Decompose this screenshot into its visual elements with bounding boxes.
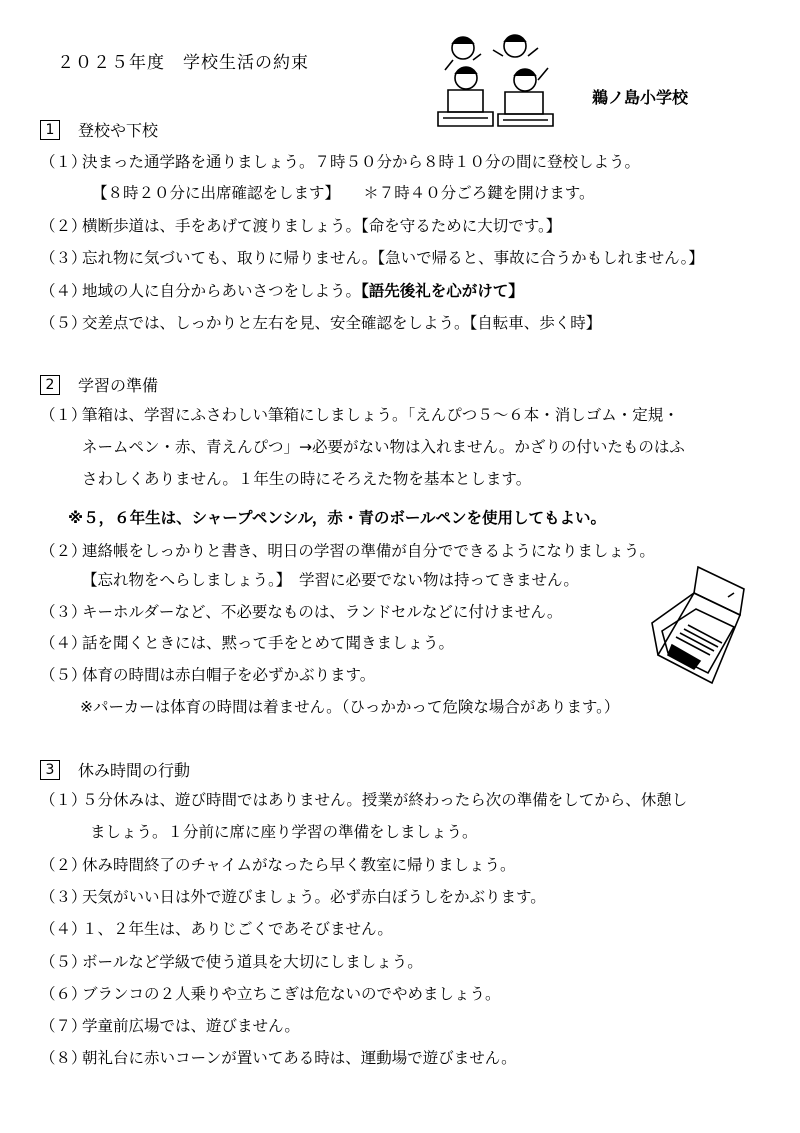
list-item: （１）５分休みは、遊び時間ではありません。授業が終わったら次の準備をしてから、休憩し	[40, 791, 688, 809]
list-item: （７）学童前広場では、遊びません。	[40, 1017, 300, 1035]
list-item: （５）交差点では、しっかりと左右を見、安全確認をしよう。【自転車、歩く時】	[40, 314, 602, 332]
list-item: （５）ボールなど学級で使う道具を大切にしましょう。	[40, 953, 423, 971]
list-item: （２）連絡帳をしっかりと書き、明日の学習の準備が自分でできるようになりましょう。	[40, 542, 655, 560]
list-item: （２）横断歩道は、手をあげて渡りましょう。【命を守るために大切です。】	[40, 217, 562, 235]
section-title: 登校や下校	[78, 121, 159, 140]
list-item: （２）休み時間終了のチャイムがなったら早く教室に帰りましょう。	[40, 856, 516, 874]
school-name: 鵜ノ島小学校	[592, 88, 689, 107]
section-number: 3	[40, 760, 60, 780]
note-item: ※５，６年生は、シャープペンシル，赤・青のボールペンを使用してもよい。	[68, 509, 607, 527]
list-item: ネームペン・赤、青えんぴつ」→必要がない物は入れません。かざりの付いたものはふ	[82, 438, 685, 456]
list-item: （１）決まった通学路を通りましょう。７時５０分から８時１０分の間に登校しよう。	[40, 153, 641, 171]
list-item: （３）キーホルダーなど、不必要なものは、ランドセルなどに付けません。	[40, 603, 563, 621]
list-item: さわしくありません。１年生の時にそろえた物を基本とします。	[82, 470, 532, 488]
page-title: ２０２５年度 学校生活の約束	[57, 53, 309, 73]
children-studying-illustration	[433, 30, 555, 128]
list-item: ましょう。１分前に席に座り学習の準備をしましょう。	[90, 823, 478, 841]
list-item: （６）ブランコの２人乗りや立ちこぎは危ないのでやめましょう。	[40, 985, 501, 1003]
section-number: 2	[40, 375, 60, 395]
section-title: 休み時間の行動	[78, 761, 191, 780]
section-1-header	[40, 118, 158, 141]
list-item: （３）天気がいい日は外で遊びましょう。必ず赤白ぼうしをかぶります。	[40, 888, 546, 906]
section-2-header	[40, 373, 158, 396]
list-item: （１）筆箱は、学習にふさわしい筆箱にしましょう。「えんぴつ５～６本・消しゴム・定規・	[40, 406, 679, 424]
section-number: 1	[40, 120, 60, 140]
section-3-header	[40, 758, 190, 781]
list-item: （５）体育の時間は赤白帽子を必ずかぶります。	[40, 666, 376, 684]
list-item: （３）忘れ物に気づいても、取りに帰りません。【急いで帰ると、事故に合うかもしれません。】	[40, 249, 704, 267]
list-item: （８）朝礼台に赤いコーンが置いてある時は、運動場で遊びません。	[40, 1049, 517, 1067]
list-item: （４）地域の人に自分からあいさつをしよう。【語先後礼を心がけて】	[40, 282, 524, 300]
list-item: ※パーカーは体育の時間は着ません。（ひっかかって危険な場合があります。）	[80, 698, 620, 716]
pencil-case-illustration	[648, 563, 748, 689]
list-item: 【忘れ物をへらしましょう。】 学習に必要でない物は持ってきません。	[82, 571, 579, 589]
section-title: 学習の準備	[78, 376, 159, 395]
list-item: （４）１、２年生は、ありじごくであそびません。	[40, 920, 393, 938]
list-item: 【８時２０分に出席確認をします】 ＊７時４０分ごろ鍵を開けます。	[92, 184, 595, 202]
list-item: （４）話を聞くときには、黙って手をとめて聞きましょう。	[40, 634, 455, 652]
